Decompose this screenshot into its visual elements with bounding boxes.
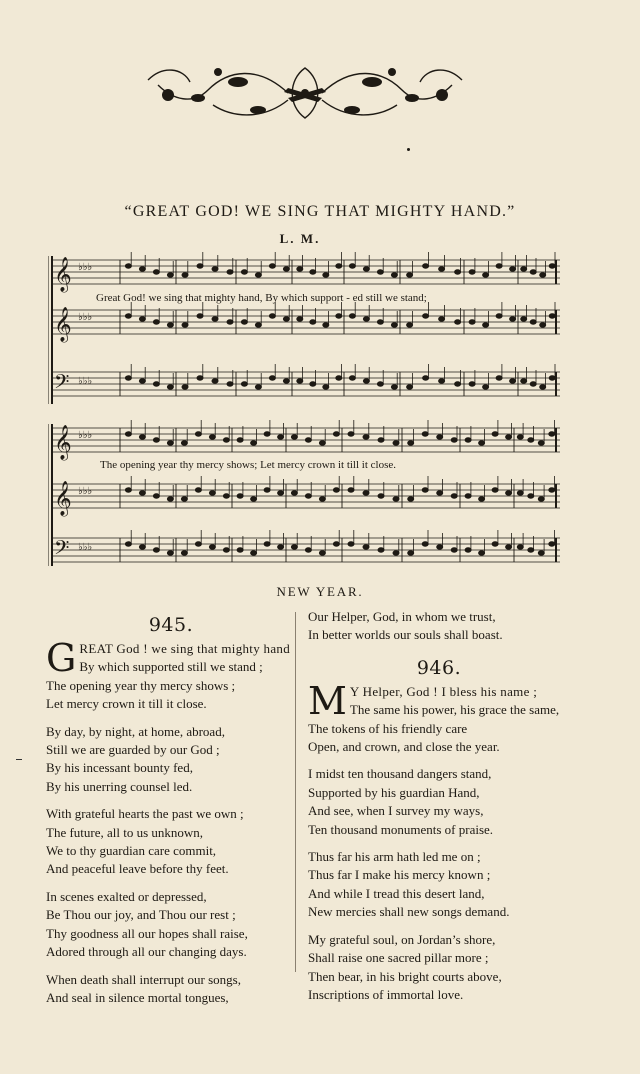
note-head xyxy=(422,432,428,436)
note-head xyxy=(195,432,201,436)
note-head xyxy=(549,488,555,492)
note-head xyxy=(422,488,428,492)
note-head xyxy=(291,545,297,549)
svg-text:♭♭♭: ♭♭♭ xyxy=(78,542,93,553)
note-head xyxy=(227,320,233,324)
stanza xyxy=(308,931,570,1005)
svg-text:𝄢: 𝄢 xyxy=(54,370,70,398)
note-head xyxy=(408,441,414,445)
note-head xyxy=(521,379,527,383)
hymn-number: 945. xyxy=(148,614,194,636)
note-head xyxy=(393,551,399,555)
svg-text:𝄢: 𝄢 xyxy=(54,536,70,564)
note-head xyxy=(209,491,215,495)
note-head xyxy=(510,267,516,271)
note-head xyxy=(283,317,289,321)
note-head xyxy=(139,379,145,383)
note-head xyxy=(209,545,215,549)
note-head xyxy=(549,542,555,546)
stanza xyxy=(308,848,570,922)
note-head xyxy=(393,441,399,445)
note-head xyxy=(363,491,369,495)
note-head xyxy=(291,435,297,439)
note-head xyxy=(139,491,145,495)
note-head xyxy=(377,382,383,386)
music-lyrics-line-2: The opening year thy mercy shows; Let mercy crown it till it close. xyxy=(100,459,397,471)
verse-line: By which supported still we stand ; xyxy=(79,659,263,675)
drop-cap: G xyxy=(46,636,77,680)
verse-line: Thy goodness all our hopes shall raise, xyxy=(46,925,248,941)
note-head xyxy=(125,432,131,436)
note-head xyxy=(310,382,316,386)
note-head xyxy=(269,376,275,380)
note-head xyxy=(451,494,457,498)
verse-line: Thus far his arm hath led me on ; xyxy=(308,849,481,865)
note-head xyxy=(439,317,445,321)
note-head xyxy=(310,320,316,324)
verse-line: Adored through all our changing days. xyxy=(46,944,247,960)
note-head xyxy=(439,267,445,271)
verse-line: And seal in silence mortal tongues, xyxy=(46,989,229,1005)
note-head xyxy=(479,497,485,501)
note-head xyxy=(451,438,457,442)
note-head xyxy=(167,323,173,327)
note-head xyxy=(241,320,247,324)
note-head xyxy=(483,385,489,389)
verse-line: By his unerring counsel led. xyxy=(46,778,193,794)
note-head xyxy=(348,432,354,436)
note-head xyxy=(241,382,247,386)
note-head xyxy=(437,435,443,439)
note-head xyxy=(455,382,461,386)
verse-line: When death shall interrupt our songs, xyxy=(46,971,241,987)
note-head xyxy=(223,494,229,498)
note-head xyxy=(227,270,233,274)
verse-line: Let mercy crown it till it close. xyxy=(46,696,207,712)
note-head xyxy=(167,551,173,555)
verse-line: My grateful soul, on Jordan’s shore, xyxy=(308,931,496,947)
note-head xyxy=(348,542,354,546)
note-head xyxy=(237,494,243,498)
note-head xyxy=(528,494,534,498)
note-head xyxy=(139,267,145,271)
hymn-title: “GREAT GOD! WE SING THAT MIGHTY HAND.” xyxy=(124,203,516,220)
note-head xyxy=(255,273,261,277)
note-head xyxy=(469,320,475,324)
note-head xyxy=(336,314,342,318)
note-head xyxy=(153,320,159,324)
note-head xyxy=(223,548,229,552)
note-head xyxy=(506,491,512,495)
note-head xyxy=(363,379,369,383)
stanza xyxy=(46,805,296,879)
note-head xyxy=(237,548,243,552)
hymn-945 xyxy=(46,612,296,1016)
music-lyrics-line-1: Great God! we sing that mighty hand, By which support - ed still we stand; xyxy=(96,292,427,304)
note-head xyxy=(333,432,339,436)
note-head xyxy=(333,542,339,546)
note-head xyxy=(479,551,485,555)
note-head xyxy=(336,376,342,380)
note-head xyxy=(517,545,523,549)
note-head xyxy=(465,494,471,498)
note-head xyxy=(451,548,457,552)
note-head xyxy=(153,548,159,552)
svg-text:𝄞: 𝄞 xyxy=(54,257,72,292)
note-head xyxy=(278,545,284,549)
verse-line: Then bear, in his bright courts above, xyxy=(308,968,502,984)
note-head xyxy=(195,542,201,546)
note-head xyxy=(319,551,325,555)
note-head xyxy=(319,497,325,501)
note-head xyxy=(540,323,546,327)
hymn-945-text xyxy=(46,636,296,1007)
note-head xyxy=(297,267,303,271)
note-head xyxy=(408,497,414,501)
note-head xyxy=(363,267,369,271)
note-head xyxy=(139,435,145,439)
verse-line: The future, all to us unknown, xyxy=(46,824,204,840)
ink-dot xyxy=(407,148,410,151)
note-head xyxy=(209,435,215,439)
note-head xyxy=(269,314,275,318)
verse-line: Our Helper, God, in whom we trust, xyxy=(308,609,496,624)
verse-line: And peaceful leave before thy feet. xyxy=(46,861,229,877)
verse-line: I midst ten thousand dangers stand, xyxy=(308,766,492,782)
note-head xyxy=(517,435,523,439)
note-head xyxy=(377,270,383,274)
verse-line: We to thy guardian care commit, xyxy=(46,843,217,859)
note-head xyxy=(549,376,555,380)
note-head xyxy=(125,488,131,492)
note-head xyxy=(517,491,523,495)
note-head xyxy=(182,385,188,389)
note-head xyxy=(377,320,383,324)
note-head xyxy=(530,382,536,386)
svg-text:♭♭♭: ♭♭♭ xyxy=(78,376,93,387)
note-head xyxy=(496,264,502,268)
note-head xyxy=(496,314,502,318)
note-head xyxy=(540,385,546,389)
note-head xyxy=(153,270,159,274)
verse-line: The opening year thy mercy shows ; xyxy=(46,677,236,693)
note-head xyxy=(455,320,461,324)
note-head xyxy=(349,264,355,268)
note-head xyxy=(549,264,555,268)
note-head xyxy=(349,376,355,380)
note-head xyxy=(197,264,203,268)
note-head xyxy=(125,264,131,268)
floral-scroll-ornament-icon xyxy=(138,60,472,126)
note-head xyxy=(167,441,173,445)
verse-line: And see, when I survey my ways, xyxy=(308,803,484,819)
note-head xyxy=(528,438,534,442)
verse-line: In better worlds our souls shall boast. xyxy=(308,627,503,643)
column-divider xyxy=(295,612,296,972)
note-head xyxy=(291,491,297,495)
note-head xyxy=(283,267,289,271)
note-head xyxy=(492,432,498,436)
note-head xyxy=(422,542,428,546)
note-head xyxy=(349,314,355,318)
note-head xyxy=(549,314,555,318)
verse-line: New mercies shall new songs demand. xyxy=(308,904,510,920)
note-head xyxy=(530,270,536,274)
stanza xyxy=(46,723,296,797)
verse-line xyxy=(46,640,296,658)
note-head xyxy=(297,379,303,383)
hymn-945-continuation xyxy=(308,608,570,645)
verse-line xyxy=(308,683,570,701)
note-head xyxy=(283,379,289,383)
note-head xyxy=(305,494,311,498)
note-head xyxy=(153,382,159,386)
note-head xyxy=(465,548,471,552)
note-head xyxy=(391,385,397,389)
note-head xyxy=(153,494,159,498)
note-head xyxy=(305,438,311,442)
svg-text:♭♭♭: ♭♭♭ xyxy=(78,486,93,497)
note-head xyxy=(407,323,413,327)
note-head xyxy=(510,317,516,321)
note-head xyxy=(237,438,243,442)
note-head xyxy=(465,438,471,442)
note-head xyxy=(348,488,354,492)
verse-line: Open, and crown, and close the year. xyxy=(308,739,500,755)
note-head xyxy=(264,542,270,546)
note-head xyxy=(407,273,413,277)
note-head xyxy=(167,385,173,389)
verse-line-text: Y Helper, God ! I bless his name ; xyxy=(349,683,538,699)
note-head xyxy=(391,273,397,277)
note-head xyxy=(241,270,247,274)
verse-line: And while I tread this desert land, xyxy=(308,885,485,901)
note-head xyxy=(521,317,527,321)
note-head xyxy=(167,273,173,277)
stanza xyxy=(46,888,296,962)
drop-cap: M xyxy=(308,678,347,723)
verse-line-text: REAT God ! we sing that mighty hand xyxy=(79,641,291,656)
note-head xyxy=(212,379,218,383)
verse-line: Shall raise one sacred pillar more ; xyxy=(308,950,489,966)
tune-name: NEW YEAR. xyxy=(276,584,364,599)
note-head xyxy=(407,385,413,389)
note-head xyxy=(323,385,329,389)
note-head xyxy=(278,435,284,439)
margin-mark xyxy=(16,759,22,760)
note-head xyxy=(423,314,429,318)
note-head xyxy=(378,494,384,498)
note-head xyxy=(469,382,475,386)
note-head xyxy=(305,548,311,552)
note-head xyxy=(437,491,443,495)
stanza xyxy=(46,636,296,714)
verse-line: Be Thou our joy, and Thou our rest ; xyxy=(46,907,236,923)
note-head xyxy=(378,438,384,442)
note-head xyxy=(378,548,384,552)
verse-line: Still we are guarded by our God ; xyxy=(46,742,220,758)
svg-text:𝄞: 𝄞 xyxy=(54,425,72,460)
svg-text:𝄞: 𝄞 xyxy=(54,307,72,342)
note-head xyxy=(538,551,544,555)
note-head xyxy=(408,551,414,555)
verse-line: By his incessant bounty fed, xyxy=(46,760,193,776)
note-head xyxy=(423,264,429,268)
note-head xyxy=(297,317,303,321)
svg-text:♭♭♭: ♭♭♭ xyxy=(78,262,93,273)
note-head xyxy=(197,376,203,380)
note-head xyxy=(391,323,397,327)
hymn-number: 946. xyxy=(416,656,462,679)
note-head xyxy=(540,273,546,277)
note-head xyxy=(251,441,257,445)
note-head xyxy=(264,432,270,436)
note-head xyxy=(125,314,131,318)
note-head xyxy=(530,320,536,324)
verse-line: Ten thousand monuments of praise. xyxy=(308,821,494,837)
note-head xyxy=(538,441,544,445)
verse-line: The same his power, his grace the same, xyxy=(349,702,560,718)
note-head xyxy=(167,497,173,501)
verse-line: Supported by his guardian Hand, xyxy=(308,784,480,800)
note-head xyxy=(269,264,275,268)
verse-line: With grateful hearts the past we own ; xyxy=(46,806,244,822)
note-head xyxy=(437,545,443,549)
stanza xyxy=(46,971,296,1008)
note-head xyxy=(181,497,187,501)
note-head xyxy=(182,323,188,327)
note-head xyxy=(469,270,475,274)
note-head xyxy=(125,542,131,546)
verse-line: By day, by night, at home, abroad, xyxy=(46,723,225,739)
note-head xyxy=(455,270,461,274)
note-head xyxy=(528,548,534,552)
note-head xyxy=(483,273,489,277)
note-head xyxy=(139,545,145,549)
note-head xyxy=(251,497,257,501)
note-head xyxy=(153,438,159,442)
verse-line: In scenes exalted or depressed, xyxy=(46,888,207,904)
note-head xyxy=(336,264,342,268)
verse-line: The tokens of his friendly care xyxy=(308,720,468,736)
note-head xyxy=(195,488,201,492)
note-head xyxy=(496,376,502,380)
note-head xyxy=(255,385,261,389)
note-head xyxy=(212,317,218,321)
note-head xyxy=(323,273,329,277)
note-head xyxy=(310,270,316,274)
note-head xyxy=(223,438,229,442)
note-head xyxy=(278,491,284,495)
right-column xyxy=(308,608,570,1013)
note-head xyxy=(125,376,131,380)
note-head xyxy=(393,497,399,501)
note-head xyxy=(363,545,369,549)
note-head xyxy=(181,551,187,555)
note-head xyxy=(227,382,233,386)
note-head xyxy=(182,273,188,277)
note-head xyxy=(251,551,257,555)
note-head xyxy=(549,432,555,436)
note-head xyxy=(538,497,544,501)
note-head xyxy=(492,488,498,492)
note-head xyxy=(333,488,339,492)
note-head xyxy=(212,267,218,271)
meter-label: L. M. xyxy=(279,231,321,246)
stanza xyxy=(308,678,570,757)
svg-text:𝄞: 𝄞 xyxy=(54,481,72,516)
hymn-946-text xyxy=(308,678,570,1005)
svg-text:♭♭♭: ♭♭♭ xyxy=(78,312,93,323)
svg-text:♭♭♭: ♭♭♭ xyxy=(78,430,93,441)
note-head xyxy=(510,379,516,383)
note-head xyxy=(323,323,329,327)
note-head xyxy=(439,379,445,383)
verse-line: Inscriptions of immortal love. xyxy=(308,986,464,1002)
stanza xyxy=(308,765,570,839)
note-head xyxy=(363,317,369,321)
note-head xyxy=(264,488,270,492)
note-head xyxy=(363,435,369,439)
note-head xyxy=(483,323,489,327)
note-head xyxy=(492,542,498,546)
note-head xyxy=(521,267,527,271)
note-head xyxy=(255,323,261,327)
verse-line: Thus far I make his mercy known ; xyxy=(308,867,491,883)
note-head xyxy=(506,545,512,549)
note-head xyxy=(139,317,145,321)
note-head xyxy=(319,441,325,445)
note-head xyxy=(197,314,203,318)
note-head xyxy=(479,441,485,445)
note-head xyxy=(423,376,429,380)
note-head xyxy=(506,435,512,439)
note-head xyxy=(181,441,187,445)
